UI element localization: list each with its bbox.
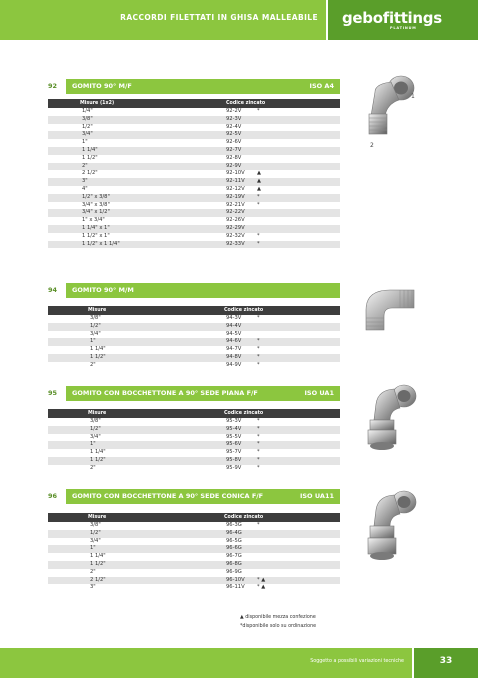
section-95-header [48,386,340,401]
cell-size: 1 1/4" [90,449,106,456]
section-title-bar [66,79,340,94]
cell-code: 96-8G [226,560,242,567]
cell-code: 92-29V [226,224,245,231]
table-header [48,306,340,315]
table-row [48,139,340,147]
cell-flag: * [257,240,260,247]
table-row [48,217,340,225]
cell-code: 92-22V [226,209,245,216]
cell-code: 95-5V [226,433,242,440]
page-header [0,0,478,40]
legend-on-order: *disponibile solo su ordinazione [240,624,317,629]
cell-size: 1 1/4" [82,146,98,153]
cell-flag: * ▲ [257,576,266,583]
cell-size: 3/4" [82,131,93,138]
cell-code: 96-6G [226,545,242,552]
cell-size: 1 1/4" [90,553,106,560]
table-row [48,209,340,217]
table-row [48,116,340,124]
cell-size: 1/2" [90,529,101,536]
table-row [48,441,340,449]
section-title: GOMITO CON BOCCHETTONE A 90° SEDE PIANA F/F [72,389,258,397]
cell-size: 1" [82,139,88,146]
table-row [48,225,340,233]
table-row [48,577,340,585]
table-row [48,553,340,561]
cell-size: 1 1/4" [90,346,106,353]
column-header-code: Codice zincato [224,515,264,520]
table-row [48,362,340,370]
section-title: GOMITO 90° M/F [72,82,132,90]
cell-flag: * [257,193,260,200]
column-header-code: Codice zincato [224,308,264,313]
cell-size: 1" [90,545,96,552]
table-row [48,131,340,139]
cell-size: 3" [90,584,96,591]
cell-code: 92-7V [226,146,242,153]
cell-code: 92-3V [226,115,242,122]
cell-flag: * [257,338,260,345]
section-iso: ISO UA11 [299,492,334,500]
cell-flag: * [257,361,260,368]
cell-size: 1 1/4" x 1" [82,224,110,231]
section-number: 95 [48,386,65,401]
table-row [48,241,340,249]
table-row [48,434,340,442]
table-row [48,346,340,354]
cell-size: 1" x 3/4" [82,217,105,224]
footer-band [0,648,412,678]
section-title-bar [66,489,340,504]
table-row [48,545,340,553]
cell-code: 94-6V [226,338,242,345]
table-row [48,538,340,546]
cell-flag: * [257,464,260,471]
cell-code: 94-8V [226,353,242,360]
cell-code: 95-3V [226,418,242,424]
cell-flag: ▲ [257,185,261,192]
elbow-union-flat-image [362,380,422,460]
page-number: 33 [439,656,453,666]
cell-size: 3/8" [90,522,101,528]
cell-flag: ▲ [257,170,261,177]
cell-code: 92-11V [226,178,245,185]
cell-code: 96-3G [226,522,242,528]
column-header-size: Misure [88,411,107,416]
section-number: 94 [48,283,65,298]
table-row [48,233,340,241]
cell-size: 1/2" [90,322,101,329]
cell-flag: * [257,433,260,440]
cell-code: 95-9V [226,464,242,471]
cell-size: 1 1/2" [82,154,98,161]
cell-flag: * [257,425,260,432]
cell-size: 1 1/2" [90,353,106,360]
cell-code: 92-19V [226,193,245,200]
cell-size: 2 1/2" [82,170,98,177]
column-header-code: Codice zincato [224,411,264,416]
legend-half-pack: ▲ disponibile mezza confezione [240,615,316,620]
elbow-mf-image [355,70,421,150]
table-row [48,561,340,569]
cell-size: 3/4" x 3/8" [82,201,110,208]
table-row [48,465,340,473]
table-row [48,186,340,194]
table-row [48,202,340,210]
cell-flag: * [257,522,260,528]
cell-size: 3/4" [90,537,101,544]
cell-size: 3/4" [90,433,101,440]
cell-code: 94-5V [226,330,242,337]
section-92-table [48,99,340,248]
cell-code: 95-7V [226,449,242,456]
cell-code: 92-4V [226,123,242,130]
cell-flag: * [257,456,260,463]
cell-code: 94-3V [226,315,242,321]
section-number: 96 [48,489,65,504]
cell-size: 1" [90,338,96,345]
page-title: RACCORDI FILETTATI IN GHISA MALLEABILE [120,13,318,22]
cell-size: 3/8" [90,418,101,424]
cell-code: 94-4V [226,322,242,329]
table-row [48,584,340,592]
cell-size: 1/2" [82,123,93,130]
column-header-size: Misure [88,308,107,313]
cell-size: 1 1/2" [90,560,106,567]
table-row [48,315,340,323]
table-row [48,522,340,530]
section-title-bar [66,283,340,298]
cell-flag: * [257,418,260,424]
cell-size: 3/8" [90,315,101,321]
cell-size: 4" [82,185,88,192]
cell-flag: ▲ [257,178,261,185]
brand-band [328,0,478,40]
section-96-header [48,489,340,504]
cell-code: 92-9V [226,162,242,169]
cell-code: 92-26V [226,217,245,224]
cell-code: 96-7G [226,553,242,560]
table-row [48,569,340,577]
table-row [48,426,340,434]
cell-size: 1 1/2" x 1" [82,232,110,239]
cell-size: 2" [90,464,96,471]
cell-code: 92-2V [226,108,242,114]
cell-code: 92-21V [226,201,245,208]
brand-logo: gebofittings [342,9,442,27]
cell-code: 92-32V [226,232,245,239]
cell-code: 96-9G [226,568,242,575]
table-row [48,457,340,465]
section-iso: ISO UA1 [304,389,334,397]
cell-size: 3/8" [82,115,93,122]
table-row [48,530,340,538]
header-title-band [0,0,326,40]
cell-flag: * [257,201,260,208]
cell-size: 1 1/2" x 1 1/4" [82,240,120,247]
table-row [48,178,340,186]
table-header [48,513,340,522]
table-row [48,449,340,457]
cell-code: 94-7V [226,346,242,353]
cell-size: 1/4" [82,108,93,114]
cell-code: 92-10V [226,170,245,177]
cell-size: 1/2" [90,425,101,432]
cell-code: 96-4G [226,529,242,536]
cell-code: 95-8V [226,456,242,463]
cell-code: 95-6V [226,441,242,448]
cell-size: 3/4" x 1/2" [82,209,110,216]
cell-size: 3/4" [90,330,101,337]
cell-code: 92-5V [226,131,242,138]
cell-flag: * [257,232,260,239]
cell-code: 94-9V [226,361,242,368]
section-95-table [48,409,340,473]
cell-flag: * [257,441,260,448]
table-row [48,170,340,178]
cell-code: 95-4V [226,425,242,432]
cell-flag: * [257,353,260,360]
section-96-table [48,513,340,592]
column-header-code: Codice zincato [226,101,266,106]
table-row [48,124,340,132]
callout-1: 1 [411,93,415,100]
cell-code: 96-10V [226,576,245,583]
section-94-table [48,306,340,370]
cell-flag: * [257,449,260,456]
table-row [48,147,340,155]
table-row [48,163,340,171]
section-92-header [48,79,340,94]
table-header [48,409,340,418]
table-row [48,108,340,116]
cell-size: 1" [90,441,96,448]
cell-code: 92-12V [226,185,245,192]
cell-flag: * [257,108,260,114]
footer-note: Soggetto a possibili variazioni tecniche [310,659,404,664]
section-title-bar [66,386,340,401]
section-94-header [48,283,340,298]
section-number: 92 [48,79,65,94]
table-row [48,155,340,163]
section-title: GOMITO CON BOCCHETTONE A 90° SEDE CONICA F/F [72,492,264,500]
cell-size: 1/2" x 3/8" [82,193,110,200]
callout-2: 2 [370,142,374,149]
cell-code: 96-11V [226,584,245,591]
brand-logo-sub: PLATINUM [390,26,417,30]
cell-size: 2" [90,361,96,368]
column-header-size: Misure [88,515,107,520]
elbow-mm-image [356,280,426,340]
section-iso: ISO A4 [309,82,334,90]
cell-size: 2 1/2" [90,576,106,583]
cell-code: 92-33V [226,240,245,247]
cell-size: 3" [82,178,88,185]
table-row [48,418,340,426]
cell-code: 96-5G [226,537,242,544]
page-number-box [414,648,478,678]
cell-code: 92-6V [226,139,242,146]
table-row [48,331,340,339]
cell-flag: * ▲ [257,584,266,591]
cell-flag: * [257,315,260,321]
table-header [48,99,340,108]
cell-size: 2" [82,162,88,169]
table-row [48,354,340,362]
cell-size: 1 1/2" [90,456,106,463]
table-row [48,338,340,346]
elbow-union-conical-image [360,484,422,570]
cell-code: 92-8V [226,154,242,161]
table-row [48,323,340,331]
cell-size: 2" [90,568,96,575]
section-title: GOMITO 90° M/M [72,286,134,294]
cell-flag: * [257,346,260,353]
table-row [48,194,340,202]
column-header-size: Misure (1x2) [80,101,115,106]
